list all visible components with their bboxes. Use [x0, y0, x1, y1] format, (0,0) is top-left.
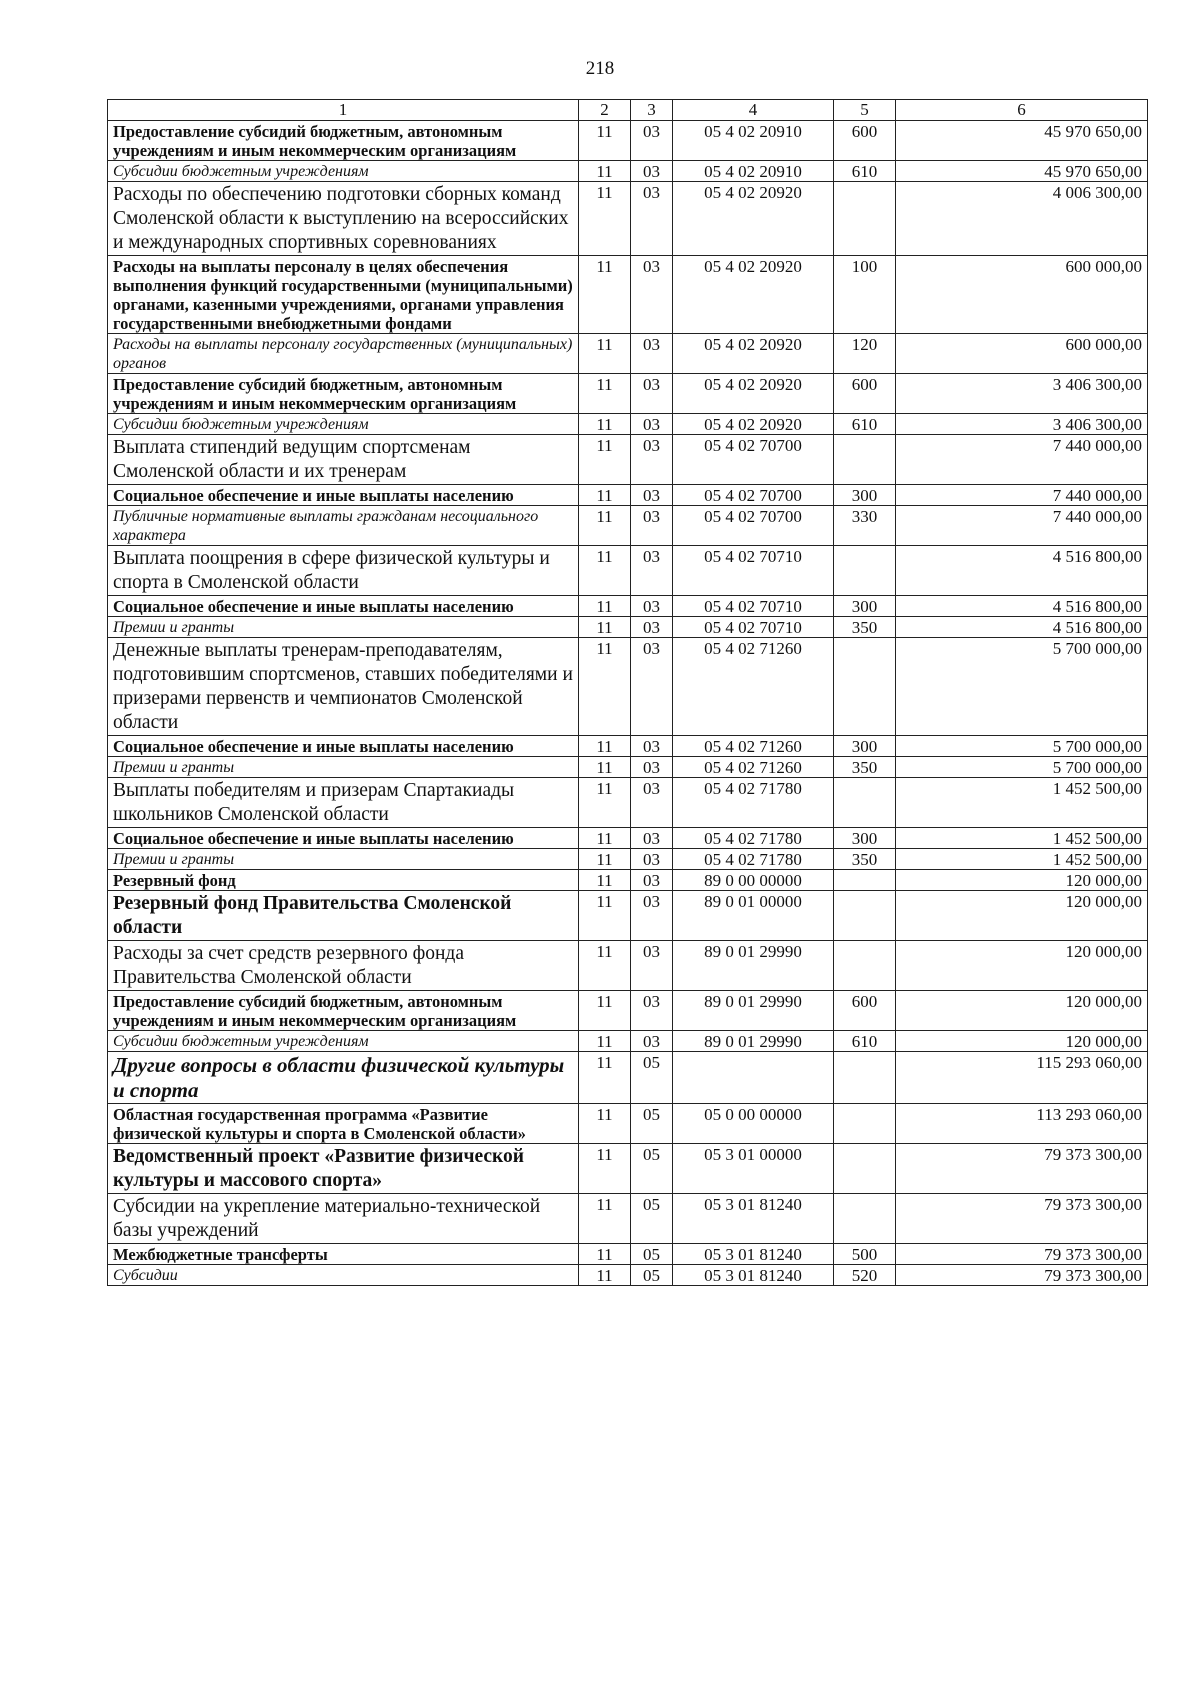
row-expense-type: 330 [834, 506, 896, 546]
row-subsection: 05 [631, 1265, 673, 1286]
row-target-code: 05 4 02 71780 [673, 828, 834, 849]
row-target-code: 05 3 01 81240 [673, 1265, 834, 1286]
row-target-code: 05 4 02 70710 [673, 617, 834, 638]
row-section: 11 [579, 941, 631, 991]
row-section: 11 [579, 991, 631, 1031]
table-row [108, 506, 1148, 546]
table-row [108, 757, 1148, 778]
row-target-code: 89 0 01 29990 [673, 1031, 834, 1052]
row-target-code: 05 0 00 00000 [673, 1104, 834, 1144]
row-target-code: 05 3 01 00000 [673, 1144, 834, 1194]
row-expense-type: 100 [834, 256, 896, 334]
header-row [108, 100, 1148, 121]
row-name: Субсидии на укрепление материально-технической базы учреждений [108, 1194, 579, 1244]
row-name: Публичные нормативные выплаты гражданам несоциального характера [108, 506, 579, 546]
row-section: 11 [579, 182, 631, 256]
row-subsection: 03 [631, 182, 673, 256]
row-name: Выплата поощрения в сфере физической культуры и спорта в Смоленской области [108, 546, 579, 596]
row-subsection: 03 [631, 485, 673, 506]
row-amount: 120 000,00 [896, 891, 1148, 941]
row-target-code: 05 4 02 20910 [673, 121, 834, 161]
row-amount: 120 000,00 [896, 870, 1148, 891]
row-target-code: 05 4 02 70700 [673, 506, 834, 546]
row-section: 11 [579, 596, 631, 617]
row-subsection: 03 [631, 736, 673, 757]
row-expense-type: 300 [834, 828, 896, 849]
row-section: 11 [579, 414, 631, 435]
row-expense-type: 500 [834, 1244, 896, 1265]
col-header-6: 6 [896, 100, 1148, 121]
row-name: Социальное обеспечение и иные выплаты населению [108, 596, 579, 617]
row-section: 11 [579, 435, 631, 485]
row-subsection: 03 [631, 849, 673, 870]
row-name: Социальное обеспечение и иные выплаты населению [108, 485, 579, 506]
table-row [108, 891, 1148, 941]
row-name: Расходы на выплаты персоналу в целях обеспечения выполнения функций государственными (муниципальными) органами, казенными учреждениями, органами управления государственными внебюджетными фондами [108, 256, 579, 334]
row-name: Резервный фонд Правительства Смоленской области [108, 891, 579, 941]
row-name: Премии и гранты [108, 849, 579, 870]
row-target-code: 05 4 02 20910 [673, 161, 834, 182]
col-header-5: 5 [834, 100, 896, 121]
row-section: 11 [579, 334, 631, 374]
row-subsection: 03 [631, 374, 673, 414]
row-name: Денежные выплаты тренерам-преподавателям, подготовившим спортсменов, ставших победителями и призерами первенств и чемпионатов Смоленской области [108, 638, 579, 736]
row-section: 11 [579, 1194, 631, 1244]
row-name: Другие вопросы в области физической культуры и спорта [108, 1052, 579, 1104]
row-section: 11 [579, 121, 631, 161]
row-section: 11 [579, 1031, 631, 1052]
row-section: 11 [579, 1144, 631, 1194]
table-row [108, 778, 1148, 828]
row-subsection: 03 [631, 121, 673, 161]
row-section: 11 [579, 870, 631, 891]
table-row [108, 736, 1148, 757]
row-subsection: 03 [631, 617, 673, 638]
row-target-code: 05 4 02 70710 [673, 596, 834, 617]
row-expense-type: 520 [834, 1265, 896, 1286]
row-section: 11 [579, 736, 631, 757]
table-row [108, 334, 1148, 374]
row-subsection: 03 [631, 506, 673, 546]
table-row [108, 617, 1148, 638]
row-amount: 4 006 300,00 [896, 182, 1148, 256]
table-row [108, 161, 1148, 182]
table-row [108, 1194, 1148, 1244]
col-header-3: 3 [631, 100, 673, 121]
row-subsection: 03 [631, 435, 673, 485]
row-expense-type: 350 [834, 617, 896, 638]
table-body [108, 121, 1148, 1286]
row-section: 11 [579, 485, 631, 506]
table-row [108, 828, 1148, 849]
row-section: 11 [579, 1052, 631, 1104]
row-subsection: 03 [631, 256, 673, 334]
row-name: Расходы на выплаты персоналу государственных (муниципальных) органов [108, 334, 579, 374]
col-header-4: 4 [673, 100, 834, 121]
row-expense-type [834, 1052, 896, 1104]
row-amount: 3 406 300,00 [896, 374, 1148, 414]
row-amount: 1 452 500,00 [896, 849, 1148, 870]
row-subsection: 03 [631, 757, 673, 778]
table-row [108, 991, 1148, 1031]
row-target-code [673, 1052, 834, 1104]
row-subsection: 05 [631, 1244, 673, 1265]
row-section: 11 [579, 1104, 631, 1144]
row-section: 11 [579, 161, 631, 182]
row-subsection: 03 [631, 638, 673, 736]
row-expense-type: 300 [834, 596, 896, 617]
row-section: 11 [579, 256, 631, 334]
table-row [108, 849, 1148, 870]
row-target-code: 05 4 02 70700 [673, 435, 834, 485]
table-row [108, 1244, 1148, 1265]
row-expense-type [834, 546, 896, 596]
row-subsection: 03 [631, 891, 673, 941]
table-row [108, 374, 1148, 414]
row-expense-type: 350 [834, 757, 896, 778]
row-name: Областная государственная программа «Развитие физической культуры и спорта в Смоленской области» [108, 1104, 579, 1144]
row-section: 11 [579, 617, 631, 638]
row-amount: 7 440 000,00 [896, 485, 1148, 506]
row-section: 11 [579, 506, 631, 546]
row-target-code: 05 4 02 20920 [673, 414, 834, 435]
row-expense-type [834, 435, 896, 485]
table-row [108, 870, 1148, 891]
table-row [108, 596, 1148, 617]
row-expense-type: 610 [834, 414, 896, 435]
row-subsection: 05 [631, 1144, 673, 1194]
row-expense-type [834, 778, 896, 828]
row-target-code: 05 4 02 71260 [673, 736, 834, 757]
row-amount: 79 373 300,00 [896, 1265, 1148, 1286]
row-subsection: 03 [631, 414, 673, 435]
row-section: 11 [579, 374, 631, 414]
row-amount: 45 970 650,00 [896, 121, 1148, 161]
row-subsection: 03 [631, 941, 673, 991]
table-row [108, 485, 1148, 506]
table-row [108, 1265, 1148, 1286]
row-target-code: 05 4 02 71260 [673, 757, 834, 778]
row-name: Выплата стипендий ведущим спортсменам Смоленской области и их тренерам [108, 435, 579, 485]
row-amount: 5 700 000,00 [896, 757, 1148, 778]
row-subsection: 03 [631, 161, 673, 182]
table-row [108, 1031, 1148, 1052]
table-row [108, 182, 1148, 256]
row-section: 11 [579, 778, 631, 828]
row-amount: 120 000,00 [896, 941, 1148, 991]
row-target-code: 05 3 01 81240 [673, 1244, 834, 1265]
row-amount: 45 970 650,00 [896, 161, 1148, 182]
row-amount: 7 440 000,00 [896, 435, 1148, 485]
row-name: Ведомственный проект «Развитие физической культуры и массового спорта» [108, 1144, 579, 1194]
row-target-code: 05 4 02 20920 [673, 374, 834, 414]
row-subsection: 03 [631, 778, 673, 828]
row-subsection: 03 [631, 596, 673, 617]
row-name: Премии и гранты [108, 757, 579, 778]
row-target-code: 05 4 02 20920 [673, 256, 834, 334]
row-target-code: 89 0 01 29990 [673, 991, 834, 1031]
row-expense-type: 350 [834, 849, 896, 870]
row-name: Премии и гранты [108, 617, 579, 638]
row-name: Субсидии бюджетным учреждениям [108, 161, 579, 182]
row-target-code: 05 4 02 70700 [673, 485, 834, 506]
row-expense-type: 300 [834, 736, 896, 757]
row-name: Межбюджетные трансферты [108, 1244, 579, 1265]
row-amount: 4 516 800,00 [896, 546, 1148, 596]
row-target-code: 05 4 02 71780 [673, 849, 834, 870]
row-expense-type [834, 1194, 896, 1244]
row-expense-type [834, 638, 896, 736]
table-row [108, 546, 1148, 596]
row-section: 11 [579, 638, 631, 736]
row-amount: 4 516 800,00 [896, 596, 1148, 617]
row-name: Выплаты победителям и призерам Спартакиады школьников Смоленской области [108, 778, 579, 828]
table-row [108, 1052, 1148, 1104]
row-name: Социальное обеспечение и иные выплаты населению [108, 736, 579, 757]
row-section: 11 [579, 891, 631, 941]
col-header-2: 2 [579, 100, 631, 121]
row-expense-type [834, 941, 896, 991]
row-amount: 5 700 000,00 [896, 736, 1148, 757]
row-section: 11 [579, 546, 631, 596]
table-row [108, 414, 1148, 435]
row-target-code: 89 0 01 29990 [673, 941, 834, 991]
row-subsection: 05 [631, 1194, 673, 1244]
row-section: 11 [579, 757, 631, 778]
page-number: 218 [585, 58, 615, 79]
row-amount: 79 373 300,00 [896, 1144, 1148, 1194]
row-name: Резервный фонд [108, 870, 579, 891]
row-subsection: 05 [631, 1052, 673, 1104]
row-expense-type: 610 [834, 161, 896, 182]
row-amount: 79 373 300,00 [896, 1194, 1148, 1244]
row-amount: 115 293 060,00 [896, 1052, 1148, 1104]
row-amount: 3 406 300,00 [896, 414, 1148, 435]
row-expense-type: 300 [834, 485, 896, 506]
table-row [108, 941, 1148, 991]
table-row [108, 638, 1148, 736]
row-subsection: 03 [631, 870, 673, 891]
row-name: Предоставление субсидий бюджетным, автономным учреждениям и иным некоммерческим организациям [108, 991, 579, 1031]
col-header-1: 1 [108, 100, 579, 121]
row-name: Предоставление субсидий бюджетным, автономным учреждениям и иным некоммерческим организациям [108, 121, 579, 161]
row-name: Социальное обеспечение и иные выплаты населению [108, 828, 579, 849]
row-amount: 79 373 300,00 [896, 1244, 1148, 1265]
row-section: 11 [579, 849, 631, 870]
row-amount: 1 452 500,00 [896, 778, 1148, 828]
row-subsection: 03 [631, 1031, 673, 1052]
row-subsection: 03 [631, 828, 673, 849]
table-row [108, 121, 1148, 161]
row-name: Расходы по обеспечению подготовки сборных команд Смоленской области к выступлению на всероссийских и международных спортивных соревнованиях [108, 182, 579, 256]
row-name: Субсидии бюджетным учреждениям [108, 1031, 579, 1052]
row-expense-type [834, 1144, 896, 1194]
row-subsection: 05 [631, 1104, 673, 1144]
row-name: Предоставление субсидий бюджетным, автономным учреждениям и иным некоммерческим организациям [108, 374, 579, 414]
row-section: 11 [579, 828, 631, 849]
row-target-code: 05 4 02 20920 [673, 182, 834, 256]
row-section: 11 [579, 1265, 631, 1286]
row-amount: 5 700 000,00 [896, 638, 1148, 736]
row-expense-type: 600 [834, 374, 896, 414]
row-expense-type: 600 [834, 121, 896, 161]
row-target-code: 05 4 02 71780 [673, 778, 834, 828]
row-amount: 113 293 060,00 [896, 1104, 1148, 1144]
row-amount: 7 440 000,00 [896, 506, 1148, 546]
row-target-code: 89 0 01 00000 [673, 891, 834, 941]
row-expense-type [834, 870, 896, 891]
row-name: Субсидии бюджетным учреждениям [108, 414, 579, 435]
row-target-code: 05 4 02 20920 [673, 334, 834, 374]
row-expense-type [834, 182, 896, 256]
row-amount: 600 000,00 [896, 334, 1148, 374]
budget-table [107, 99, 1148, 1286]
table-row [108, 435, 1148, 485]
row-amount: 120 000,00 [896, 991, 1148, 1031]
row-subsection: 03 [631, 334, 673, 374]
row-amount: 1 452 500,00 [896, 828, 1148, 849]
row-subsection: 03 [631, 991, 673, 1031]
row-expense-type [834, 1104, 896, 1144]
row-target-code: 05 4 02 71260 [673, 638, 834, 736]
row-expense-type [834, 891, 896, 941]
row-name: Расходы за счет средств резервного фонда Правительства Смоленской области [108, 941, 579, 991]
row-target-code: 89 0 00 00000 [673, 870, 834, 891]
row-section: 11 [579, 1244, 631, 1265]
row-target-code: 05 3 01 81240 [673, 1194, 834, 1244]
row-expense-type: 610 [834, 1031, 896, 1052]
row-amount: 600 000,00 [896, 256, 1148, 334]
row-amount: 4 516 800,00 [896, 617, 1148, 638]
row-amount: 120 000,00 [896, 1031, 1148, 1052]
table-row [108, 256, 1148, 334]
table-row [108, 1104, 1148, 1144]
row-target-code: 05 4 02 70710 [673, 546, 834, 596]
row-subsection: 03 [631, 546, 673, 596]
table-row [108, 1144, 1148, 1194]
row-name: Субсидии [108, 1265, 579, 1286]
row-expense-type: 600 [834, 991, 896, 1031]
row-expense-type: 120 [834, 334, 896, 374]
